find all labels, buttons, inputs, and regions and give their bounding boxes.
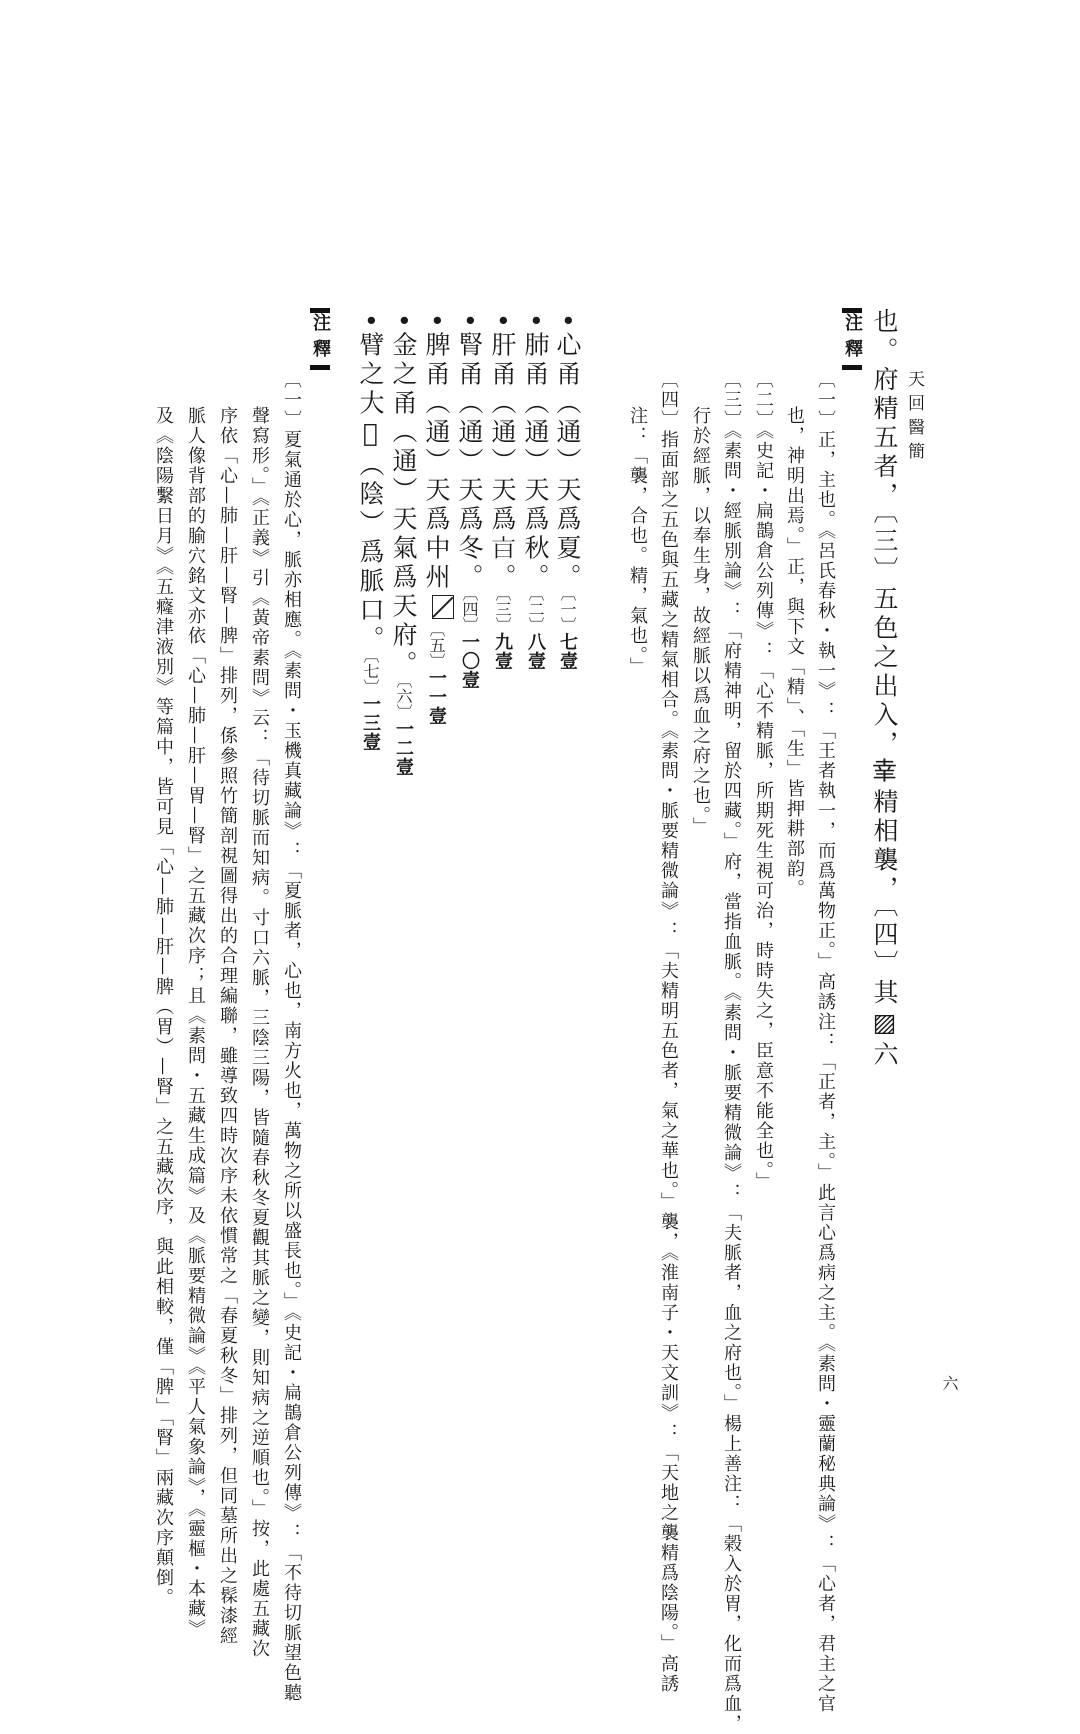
note-line: 序依「心—肺—肝—腎—脾」排列，係參照竹簡剖視圖得出的合理編聯，雖導致四時次序未依慣常之「春夏秋冬」排列，但同墓所出之髹漆經 [217, 406, 238, 1646]
slip-number: 九壹 [492, 632, 513, 671]
note-line: 〔三〕《素問・經脈別論》：「府精神明，留於四藏。」府，當指血脈。《素問・脈要精微論》：「夫脈者，血之府也。」楊上善注：「榖入於胃，化而爲血， [721, 370, 742, 1734]
note-ref: 〔一〕 [558, 592, 577, 633]
note-line: 也，神明出焉。」正，與下文「精」、「生」皆押耕部韵。 [784, 406, 805, 899]
note-line: 聲寫形。」《正義》引《黃帝素問》云：「待切脈而知病。寸口六脈，三陰三陽，皆隨春秋冬夏觀其脈之變，則知病之逆順也。」按，此處五藏次 [249, 406, 270, 1659]
annotation-label: 注釋 [310, 308, 330, 370]
slip-entry [457, 313, 482, 690]
slip-number: 一一壹 [426, 668, 447, 726]
note-line: 〔四〕指面部之五色與五藏之精氣相合。《素問・脈要精微論》：「夫精明五色者，氣之華也。」襲，《淮南子・天文訓》：「天地之襲精爲陰陽。」高誘 [658, 370, 679, 1694]
slip-entry [523, 313, 548, 671]
note-ref: 〔四〕 [460, 592, 479, 633]
slip-text: •腎甬（通）天爲冬。 [455, 313, 484, 593]
slip-text: •脾甬（通）天爲中州 [422, 313, 451, 593]
note-line: 及《陰陽繫日月》《五癃津液別》等篇中，皆可見「心—肺—肝—脾（胃）—腎」之五藏次序，與此相較，僅「脾」「腎」兩藏次序顛倒。 [153, 406, 174, 1608]
slip-entry [555, 313, 580, 671]
note-ref: 〔三〕 [493, 592, 512, 633]
note-ref: 〔七〕 [361, 654, 380, 695]
note-ref: 〔二〕 [526, 592, 545, 633]
note-line: 行於經脈，以奉生身，故經脈以爲血之府之也。」 [690, 406, 711, 837]
note-ref: 〔六〕 [394, 679, 413, 720]
slip-number: 八壹 [525, 632, 546, 671]
slip-text: •金之甬（通）天氣爲天府。 [389, 313, 418, 680]
note-ref: 〔五〕 [427, 620, 446, 669]
note-line: 〔一〕正，主也。《呂氏春秋・執一》：「王者執一，而爲萬物正。」高誘注：「正者，主。」此言心爲病之主。《素問・靈蘭秘典論》：「心者，君主之官 [815, 370, 836, 1714]
slip-entry [358, 313, 383, 752]
slip-text: •肝甬（通）天爲𣅀。 [488, 313, 517, 593]
note-line: 〔二〕《史記・扁鵲倉公列傳》：「心不精脈，所期死生視可治，時時失之，臣意不能全也。」 [753, 370, 774, 1192]
slip-number: 一三壹 [360, 694, 381, 752]
page-number: 六 [940, 1375, 959, 1391]
slip-entry [490, 313, 515, 671]
slip-text: •肺甬（通）天爲秋。 [521, 313, 550, 593]
slip-number: 七壹 [557, 632, 578, 671]
slip-entry [424, 313, 454, 726]
note-line: 脈人像背部的腧穴銘文亦依「心—肺—肝—胃—腎」之五藏次序；且《素問・五藏生成篇》及《脈要精微論》《平人氣象論》，《靈樞・本藏》 [185, 406, 206, 1639]
slip-entry [391, 313, 416, 777]
running-header: 天回醫簡 [904, 370, 924, 466]
missing-character-box [432, 595, 454, 619]
main-text-line: 也。府精五者，〔三〕五色之出入，𦍒精相襲，〔四〕其▨六 [870, 308, 899, 1070]
note-line: 注：「襲，合也。精，氣也。」 [627, 406, 648, 677]
slip-text: •臂之大𠫤（陰）爲脈口。 [356, 313, 385, 655]
note-line: 〔一〕夏氣通於心，脈亦相應。《素問・玉機真藏論》：「夏脈者，心也，南方火也，萬物之所以盛長也。」《史記・扁鵲倉公列傳》：「不待切脈望色聽 [281, 370, 302, 1703]
slip-number: 一二壹 [393, 719, 414, 777]
slip-text: •心甬（通）天爲夏。 [553, 313, 582, 593]
slip-number: 一〇壹 [459, 632, 480, 690]
annotation-label: 注釋 [842, 308, 862, 370]
